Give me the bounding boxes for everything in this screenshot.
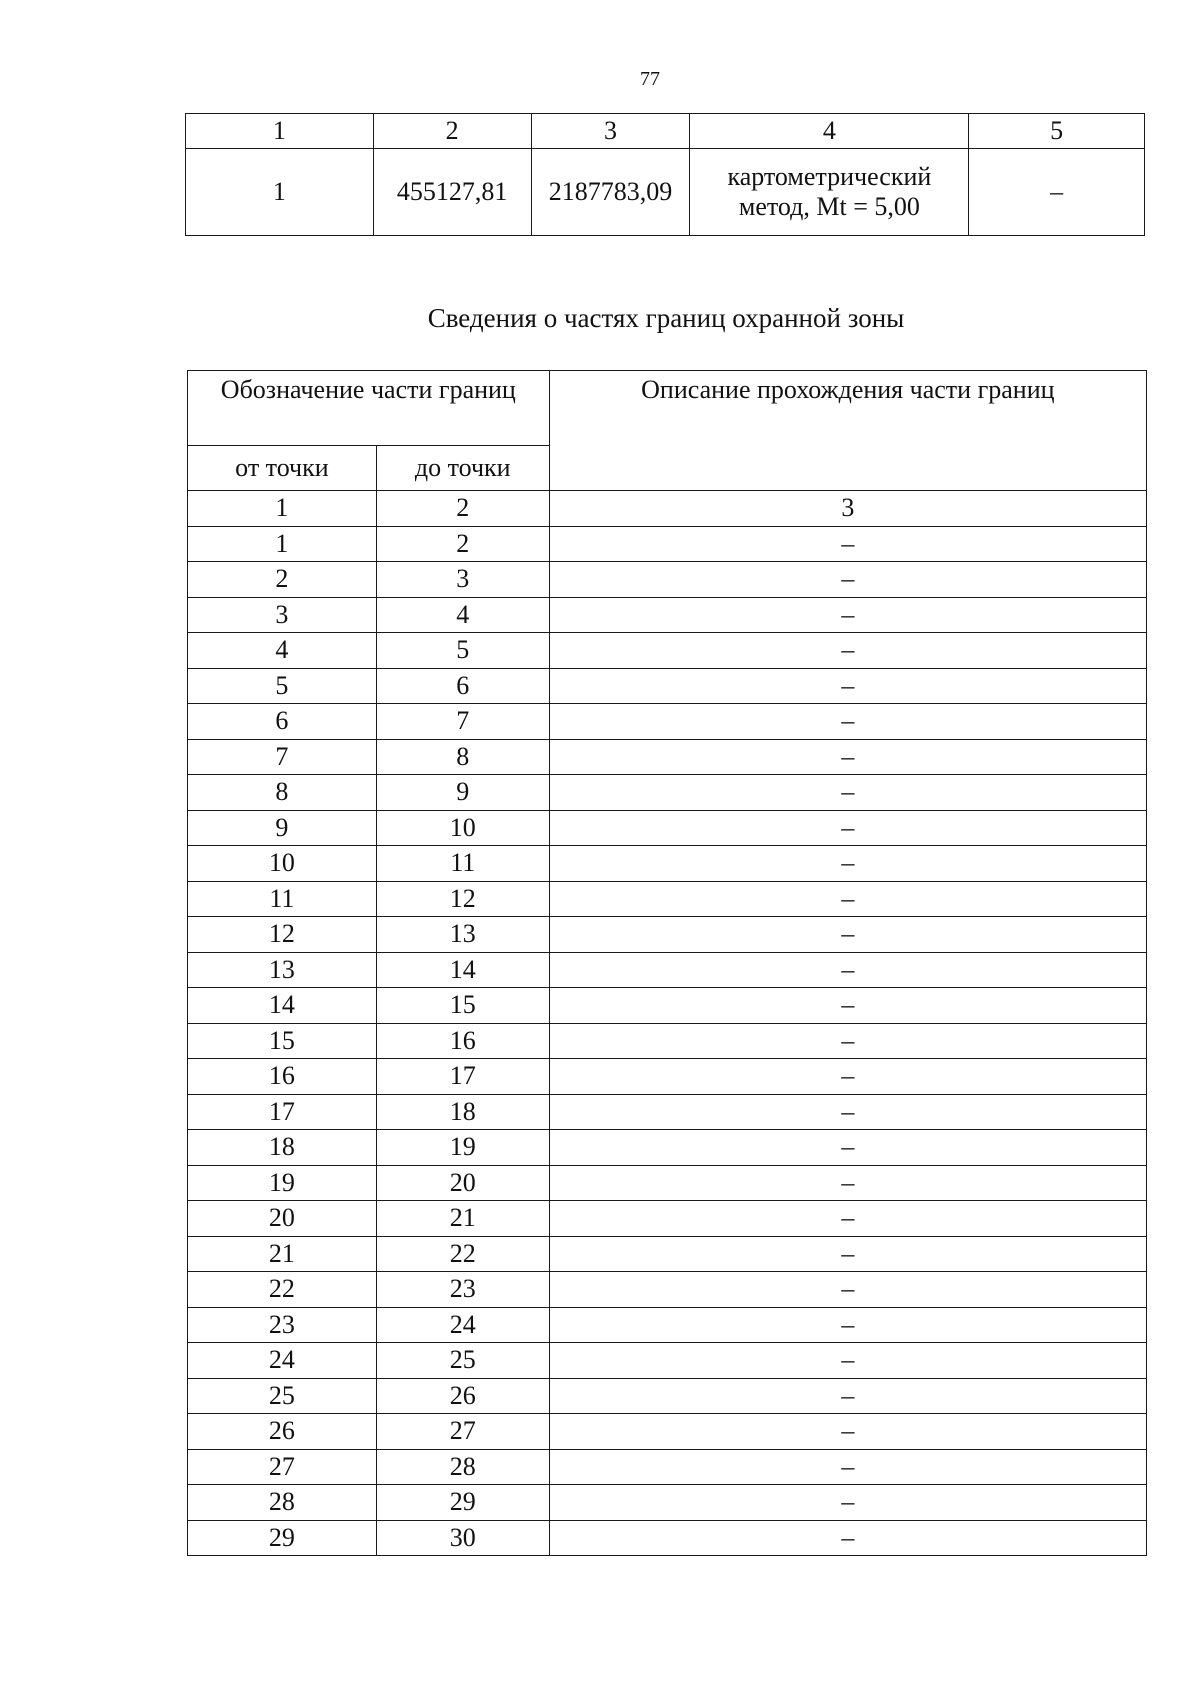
table-row [188,597,1147,633]
from-point-cell: 21 [188,1236,377,1272]
designation-header: Обозначение части границ [188,371,550,446]
table-row [188,1272,1147,1308]
description-cell: – [549,1272,1146,1308]
from-point-cell: 3 [188,597,377,633]
from-point-cell: 22 [188,1272,377,1308]
description-cell: – [549,597,1146,633]
column-number: 1 [186,114,374,149]
table-row [188,1165,1147,1201]
from-point-cell: 24 [188,1343,377,1379]
table-row [188,739,1147,775]
from-point-header: от точки [188,446,377,491]
from-point-cell: 15 [188,1023,377,1059]
table-row [188,1023,1147,1059]
from-point-cell: 14 [188,988,377,1024]
table-row [188,1236,1147,1272]
parts-table [187,490,1147,1556]
note-cell: – [969,149,1145,236]
table-header-row [186,114,1145,149]
table-row [188,952,1147,988]
column-number: 5 [969,114,1145,149]
page-number: 77 [640,68,660,90]
description-cell: – [549,917,1146,953]
table-row [188,810,1147,846]
from-point-cell: 19 [188,1165,377,1201]
from-point-cell: 23 [188,1307,377,1343]
to-point-cell: 11 [376,846,549,882]
description-cell: – [549,633,1146,669]
table-row [188,1414,1147,1450]
to-point-cell: 25 [376,1343,549,1379]
description-cell: – [549,1343,1146,1379]
table-row [188,1307,1147,1343]
description-cell: – [549,1094,1146,1130]
description-cell: – [549,1378,1146,1414]
from-point-cell: 29 [188,1520,377,1556]
column-number: 2 [373,114,531,149]
description-cell: – [549,846,1146,882]
table-row [188,917,1147,953]
description-cell: – [549,988,1146,1024]
from-point-cell: 1 [188,526,377,562]
description-cell: – [549,739,1146,775]
from-point-cell: 4 [188,633,377,669]
column-number-row [188,491,1147,527]
from-point-cell: 17 [188,1094,377,1130]
from-point-cell: 18 [188,1130,377,1166]
from-point-cell: 6 [188,704,377,740]
description-cell: – [549,1449,1146,1485]
to-point-cell: 22 [376,1236,549,1272]
to-point-cell: 27 [376,1414,549,1450]
to-point-cell: 18 [376,1094,549,1130]
to-point-cell: 28 [376,1449,549,1485]
to-point-cell: 2 [376,526,549,562]
description-cell: – [549,1307,1146,1343]
description-cell: – [549,1130,1146,1166]
to-point-cell: 19 [376,1130,549,1166]
column-number: 3 [531,114,690,149]
from-point-cell: 27 [188,1449,377,1485]
to-point-cell: 16 [376,1023,549,1059]
to-point-cell: 24 [376,1307,549,1343]
to-point-cell: 17 [376,1059,549,1095]
from-point-cell: 12 [188,917,377,953]
column-number: 4 [690,114,969,149]
to-point-cell: 30 [376,1520,549,1556]
table-row [188,1378,1147,1414]
to-point-cell: 14 [376,952,549,988]
from-point-cell: 13 [188,952,377,988]
parts-table-header [187,370,1147,491]
to-point-cell: 3 [376,562,549,598]
y-coordinate-cell: 2187783,09 [531,149,690,236]
to-point-cell: 4 [376,597,549,633]
from-point-cell: 28 [188,1485,377,1521]
description-cell: – [549,1485,1146,1521]
table-row [188,1130,1147,1166]
to-point-cell: 21 [376,1201,549,1237]
from-point-cell: 9 [188,810,377,846]
description-cell: – [549,810,1146,846]
description-cell: – [549,1023,1146,1059]
description-cell: – [549,1414,1146,1450]
from-point-cell: 10 [188,846,377,882]
from-point-cell: 11 [188,881,377,917]
method-cell [690,149,969,236]
description-cell: – [549,668,1146,704]
to-point-cell: 5 [376,633,549,669]
header-row [188,371,1147,446]
to-point-cell: 23 [376,1272,549,1308]
method-line-1: картометрический [727,162,932,192]
description-header: Описание прохождения части границ [549,371,1146,491]
to-point-cell: 15 [376,988,549,1024]
column-number: 1 [188,491,377,527]
description-cell: – [549,704,1146,740]
column-number: 2 [376,491,549,527]
to-point-cell: 8 [376,739,549,775]
from-point-cell: 26 [188,1414,377,1450]
table-row [188,1343,1147,1379]
from-point-cell: 7 [188,739,377,775]
table-row [186,149,1145,236]
table-row [188,775,1147,811]
table-row [188,1094,1147,1130]
description-cell: – [549,1236,1146,1272]
description-cell: – [549,1165,1146,1201]
table-row [188,1059,1147,1095]
table-row [188,704,1147,740]
from-point-cell: 16 [188,1059,377,1095]
to-point-cell: 12 [376,881,549,917]
table-row [188,846,1147,882]
description-cell: – [549,952,1146,988]
table-row [188,526,1147,562]
x-coordinate-cell: 455127,81 [373,149,531,236]
table-row [188,1520,1147,1556]
section-title: Сведения о частях границ охранной зоны [427,303,905,333]
table-row [188,562,1147,598]
to-point-header: до точки [376,446,549,491]
from-point-cell: 20 [188,1201,377,1237]
to-point-cell: 26 [376,1378,549,1414]
to-point-cell: 6 [376,668,549,704]
to-point-cell: 7 [376,704,549,740]
column-number: 3 [549,491,1146,527]
table-row [188,881,1147,917]
from-point-cell: 25 [188,1378,377,1414]
description-cell: – [549,526,1146,562]
from-point-cell: 5 [188,668,377,704]
to-point-cell: 10 [376,810,549,846]
table-row [188,1485,1147,1521]
to-point-cell: 13 [376,917,549,953]
method-line-2: метод, Mt = 5,00 [738,192,920,221]
table-row [188,1201,1147,1237]
from-point-cell: 2 [188,562,377,598]
table-row [188,1449,1147,1485]
to-point-cell: 29 [376,1485,549,1521]
description-cell: – [549,775,1146,811]
description-cell: – [549,1520,1146,1556]
from-point-cell: 8 [188,775,377,811]
point-number-cell: 1 [186,149,374,236]
table-row [188,988,1147,1024]
table-row [188,633,1147,669]
description-cell: – [549,1201,1146,1237]
to-point-cell: 20 [376,1165,549,1201]
description-cell: – [549,881,1146,917]
table-row [188,668,1147,704]
description-cell: – [549,562,1146,598]
description-cell: – [549,1059,1146,1095]
coordinates-table [185,113,1145,236]
to-point-cell: 9 [376,775,549,811]
